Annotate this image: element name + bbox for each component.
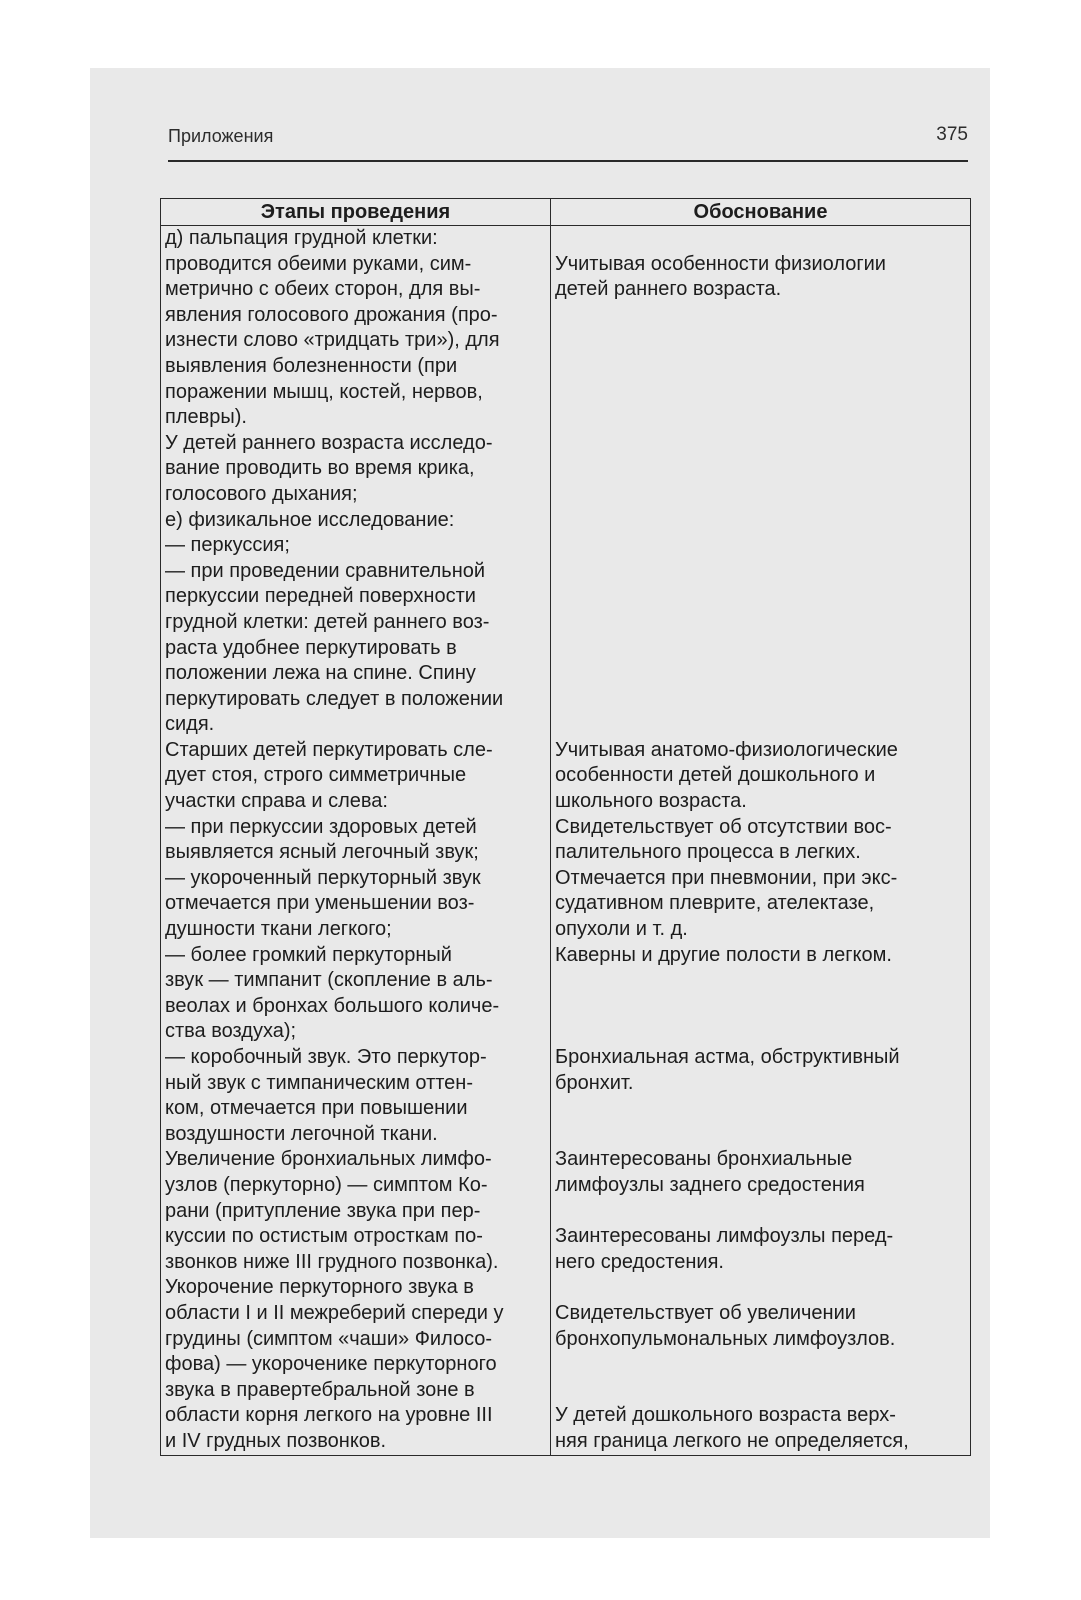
text-line: звук — тимпанит (скопление в аль- [165, 969, 493, 992]
text-line [555, 380, 966, 406]
text-line [555, 610, 966, 636]
stages-text [165, 226, 546, 1455]
text-line: сидя. [165, 713, 215, 736]
text-line: Бронхиальная астма, обструктивный [555, 1046, 900, 1068]
text-line [555, 328, 966, 354]
text-line [555, 968, 966, 994]
text-line: особенности детей дошкольного и [555, 764, 876, 787]
text-line: — перкуссия; [165, 534, 290, 557]
text-line: — при проведении сравнительной [165, 559, 486, 582]
text-line [555, 508, 966, 534]
text-line: опухоли и т. д. [555, 918, 688, 941]
table-header-row [161, 199, 971, 226]
text-line [555, 431, 966, 457]
text-line: голосового дыхания; [165, 482, 358, 505]
text-line: фова) — укороченике перкуторного [165, 1353, 497, 1376]
text-line [555, 1378, 966, 1404]
text-line: проводится обеими руками, сим- [165, 252, 472, 275]
text-line: раста удобнее перкутировать в [165, 636, 457, 659]
text-line: грудины (симптом «чаши» Филосо- [165, 1327, 493, 1350]
text-line: метрично с обеих сторон, для вы- [165, 278, 481, 301]
running-header [168, 120, 968, 162]
text-line: е) физикальное исследование: [165, 508, 455, 531]
text-line: явления голосового дрожания (про- [165, 303, 498, 326]
text-line: и IV грудных позвонков. [165, 1429, 387, 1452]
text-line: — укороченный перкуторный звук [165, 866, 481, 889]
text-line [555, 661, 966, 687]
text-line: судативном плеврите, ателектазе, [555, 892, 875, 915]
text-line: вание проводить во время крика, [165, 457, 475, 480]
text-line: перкутировать следует в положении [165, 687, 504, 710]
text-line: участки справа и слева: [165, 790, 388, 813]
text-line: — коробочный звук. Это перкутор- [165, 1046, 487, 1068]
text-line: воздушности легочной ткани. [165, 1122, 438, 1145]
text-line: детей раннего возраста. [555, 278, 782, 301]
text-line [555, 712, 966, 738]
text-line: — более громкий перкуторный [165, 943, 452, 966]
text-line [555, 1275, 966, 1301]
text-line: ком, отмечается при повышении [165, 1097, 468, 1120]
text-line: Заинтересованы бронхиальные [555, 1148, 853, 1171]
text-line: У детей раннего возраста исследо- [165, 431, 493, 454]
text-line: Отмечается при пневмонии, при экс- [555, 866, 898, 889]
text-line: лимфоузлы заднего средостения [555, 1173, 865, 1196]
text-line [555, 1352, 966, 1378]
text-line: д) пальпация грудной клетки: [165, 227, 438, 249]
stages-cell [161, 226, 551, 1456]
rationale-cell [551, 226, 971, 1456]
text-line: бронхопульмональных лимфоузлов. [555, 1327, 896, 1350]
text-line: Свидетельствует об увеличении [555, 1301, 856, 1324]
section-title: Приложения [168, 126, 274, 146]
text-line: веолах и бронхах большого количе- [165, 994, 500, 1017]
text-line: У детей дошкольного возраста верх- [555, 1404, 896, 1427]
column-header-rationale: Обоснование [551, 199, 971, 226]
text-line [555, 1122, 966, 1148]
text-line [555, 354, 966, 380]
text-line: области I и II межреберий спереди у [165, 1301, 504, 1324]
text-line: перкуссии передней поверхности [165, 585, 476, 608]
table-row [161, 226, 971, 1456]
text-line: изнести слово «тридцать три»), для [165, 329, 500, 352]
text-line [555, 226, 966, 252]
procedure-table [160, 198, 971, 1456]
text-line: поражении мышц, костей, нервов, [165, 380, 483, 403]
column-header-stages: Этапы проведения [161, 199, 551, 226]
text-line: области корня легкого на уровне III [165, 1404, 493, 1427]
text-line: узлов (перкуторно) — симптом Ко- [165, 1173, 488, 1196]
text-line: Заинтересованы лимфоузлы перед- [555, 1225, 894, 1248]
text-line: Каверны и другие полости в легком. [555, 943, 892, 966]
page-number: 375 [936, 124, 968, 145]
text-line: куссии по остистым отросткам по- [165, 1225, 483, 1248]
text-line: ный звук с тимпаническим оттен- [165, 1071, 473, 1094]
text-line: ства воздуха); [165, 1020, 297, 1043]
text-line: Свидетельствует об отсутствии вос- [555, 815, 892, 838]
text-line: рани (притупление звука при пер- [165, 1199, 481, 1222]
text-line [555, 636, 966, 662]
text-line [555, 533, 966, 559]
text-line: душности ткани легкого; [165, 918, 392, 941]
text-line: няя граница легкого не определяется, [555, 1429, 909, 1452]
text-line: Старших детей перкутировать сле- [165, 738, 493, 761]
text-line [555, 1096, 966, 1122]
text-line: палительного процесса в легких. [555, 841, 861, 864]
text-line: дует стоя, строго симметричные [165, 764, 467, 787]
text-line [555, 405, 966, 431]
text-line [555, 584, 966, 610]
text-line: школьного возраста. [555, 790, 747, 813]
text-line: Учитывая анатомо-физиологические [555, 738, 898, 761]
text-line [555, 559, 966, 585]
text-line: Увеличение бронхиальных лимфо- [165, 1148, 492, 1171]
text-line: Укорочение перкуторного звука в [165, 1276, 474, 1299]
text-line [555, 1199, 966, 1225]
text-line [555, 303, 966, 329]
text-line [555, 456, 966, 482]
text-line [555, 482, 966, 508]
text-line: выявляется ясный легочный звук; [165, 841, 479, 864]
text-line: Учитывая особенности физиологии [555, 252, 886, 275]
text-line: грудной клетки: детей раннего воз- [165, 610, 490, 633]
text-line [555, 1019, 966, 1045]
text-line: звука в правертебральной зоне в [165, 1378, 475, 1401]
text-line [555, 994, 966, 1020]
rationale-text [555, 226, 966, 1455]
text-line: — при перкуссии здоровых детей [165, 815, 477, 838]
text-line: выявления болезненности (при [165, 354, 458, 377]
text-line: отмечается при уменьшении воз- [165, 892, 475, 915]
text-line: положении лежа на спине. Спину [165, 662, 476, 685]
text-line: бронхит. [555, 1071, 634, 1094]
text-line: звонков ниже III грудного позвонка). [165, 1250, 499, 1273]
text-line: плевры). [165, 406, 247, 429]
text-line: него средостения. [555, 1250, 724, 1273]
text-line [555, 687, 966, 713]
